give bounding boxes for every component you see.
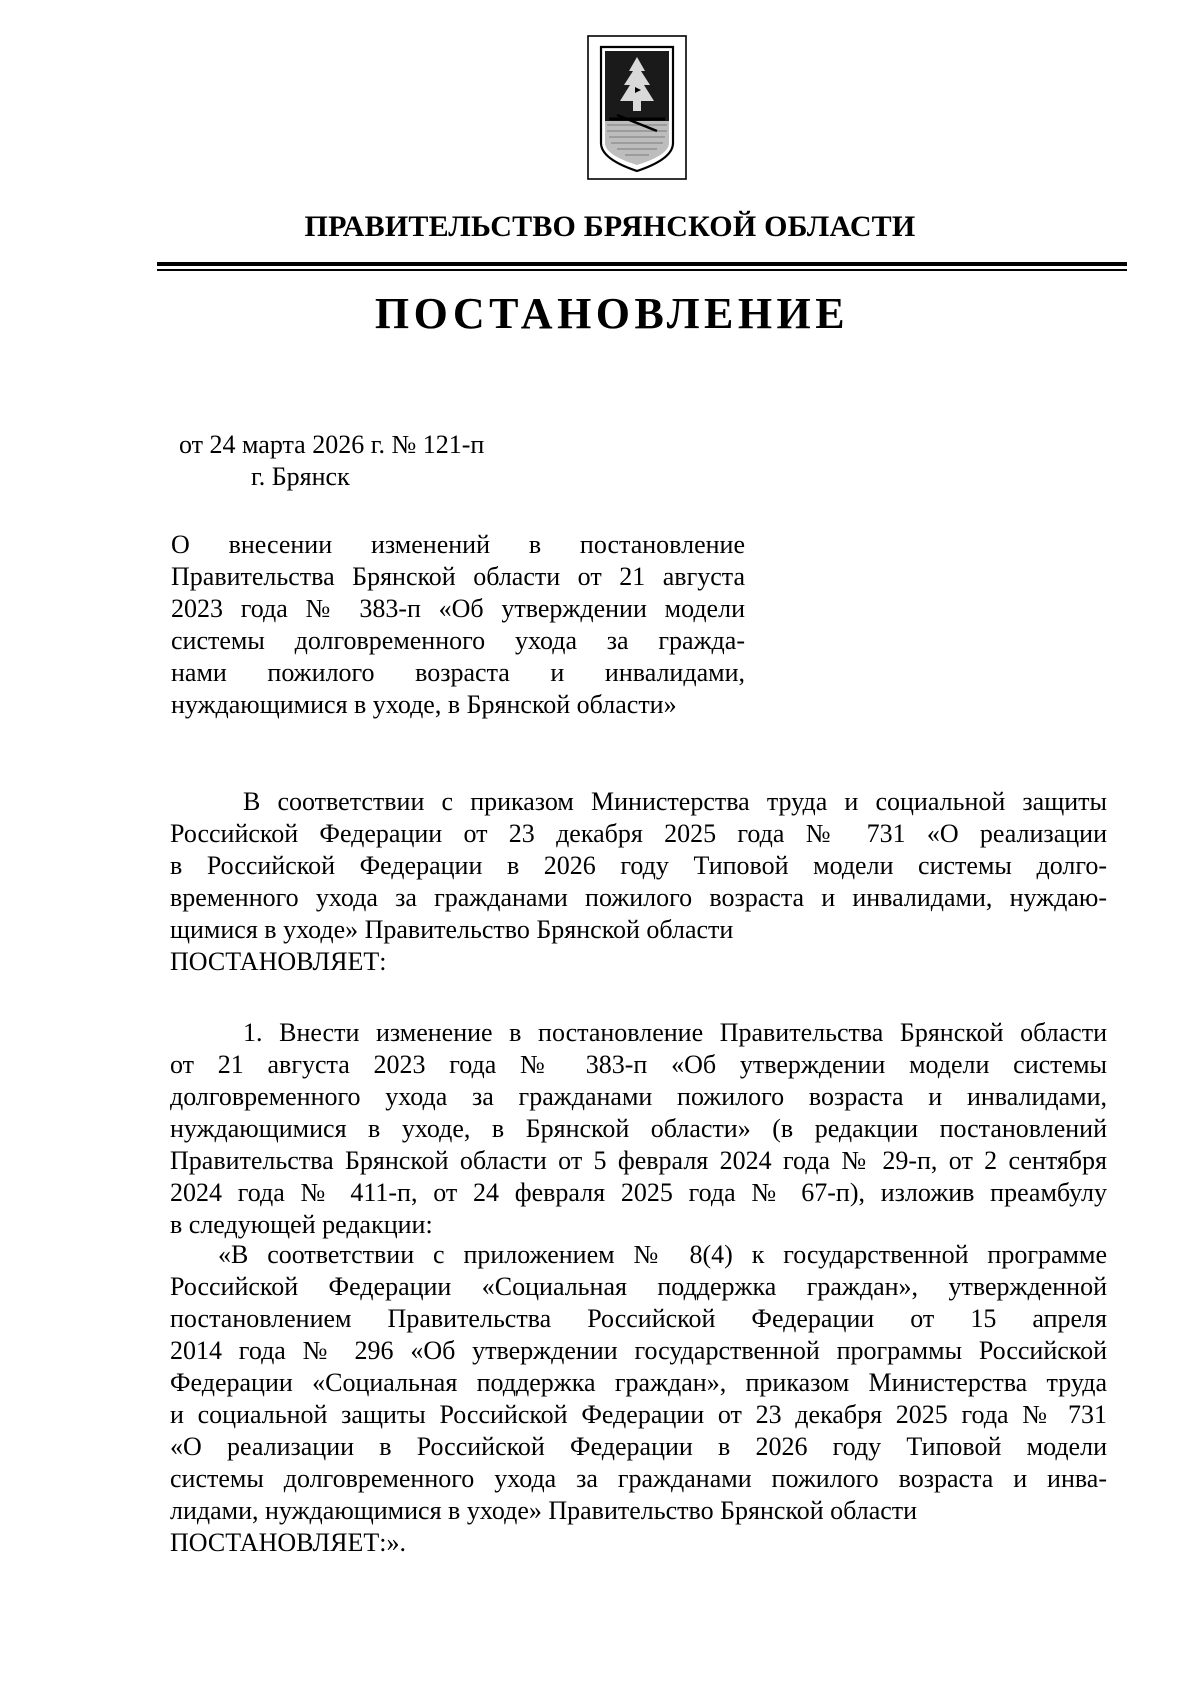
subject-line: системы долговременного ухода за гражда- xyxy=(171,626,745,655)
subject-line: Правительства Брянской области от 21 августа xyxy=(171,562,745,591)
preamble-paragraph xyxy=(170,786,1107,978)
body-line: Федерации «Социальная поддержка граждан», приказом Министерства труда xyxy=(170,1368,1107,1397)
body-line: лидами, нуждающимися в уходе» Правительство Брянской области xyxy=(170,1496,918,1525)
body-line: Российской Федерации «Социальная поддержка граждан», утвержденной xyxy=(170,1272,1107,1301)
body-line: «В соответствии с приложением № 8(4) к государственной программе xyxy=(218,1240,1107,1269)
subject-line: нуждающимися в уходе, в Брянской области» xyxy=(171,690,677,719)
subject-line: О внесении изменений в постановление xyxy=(171,530,745,559)
body-line: 1. Внести изменение в постановление Правительства Брянской области xyxy=(243,1018,1107,1047)
body-line: 2014 года № 296 «Об утверждении государственной программы Российской xyxy=(170,1336,1107,1365)
date-and-number: от 24 марта 2026 г. № 121-п xyxy=(179,430,485,459)
body-line: Правительства Брянской области от 5 февраля 2024 года № 29-п, от 2 сентября xyxy=(170,1146,1107,1175)
body-line: от 21 августа 2023 года № 383-п «Об утверждении модели системы xyxy=(170,1050,1107,1079)
resolves-heading: ПОСТАНОВЛЯЕТ:». xyxy=(170,1528,406,1557)
subject-line: нами пожилого возраста и инвалидами, xyxy=(171,658,745,687)
body-line: В соответствии с приказом Министерства труда и социальной защиты xyxy=(243,787,1107,816)
header-divider-thick xyxy=(157,262,1127,266)
body-line: временного ухода за гражданами пожилого возраста и инвалидами, нуждаю- xyxy=(170,883,1107,912)
body-line: Российской Федерации от 23 декабря 2025 года № 731 «О реализации xyxy=(170,819,1107,848)
body-line: нуждающимися в уходе, в Брянской области» (в редакции постановлений xyxy=(170,1114,1107,1143)
document-subject xyxy=(171,529,745,721)
coat-of-arms-icon xyxy=(587,35,687,180)
body-line: системы долговременного ухода за гражданами пожилого возраста и инва- xyxy=(170,1464,1107,1493)
document-type-title: ПОСТАНОВЛЕНИЕ xyxy=(374,289,850,338)
body-line: и социальной защиты Российской Федерации от 23 декабря 2025 года № 731 xyxy=(170,1400,1107,1429)
quoted-preamble-paragraph xyxy=(170,1239,1107,1559)
body-line: постановлением Правительства Российской Федерации от 15 апреля xyxy=(170,1304,1107,1333)
body-line: долговременного ухода за гражданами пожилого возраста и инвалидами, xyxy=(170,1082,1107,1111)
body-line: в следующей редакции: xyxy=(170,1210,433,1239)
subject-line: 2023 года № 383-п «Об утверждении модели xyxy=(171,594,745,623)
body-line: 2024 года № 411-п, от 24 февраля 2025 года № 67-п), изложив преамбулу xyxy=(170,1178,1107,1207)
city: г. Брянск xyxy=(251,462,350,491)
resolves-heading: ПОСТАНОВЛЯЕТ: xyxy=(170,947,387,976)
body-line: «О реализации в Российской Федерации в 2026 году Типовой модели xyxy=(170,1432,1107,1461)
government-title: ПРАВИТЕЛЬСТВО БРЯНСКОЙ ОБЛАСТИ xyxy=(304,210,916,243)
header-divider-thin xyxy=(157,269,1127,271)
item-1-paragraph xyxy=(170,1017,1107,1241)
body-line: в Российской Федерации в 2026 году Типовой модели системы долго- xyxy=(170,851,1107,880)
body-line: щимися в уходе» Правительство Брянской области xyxy=(170,915,734,944)
